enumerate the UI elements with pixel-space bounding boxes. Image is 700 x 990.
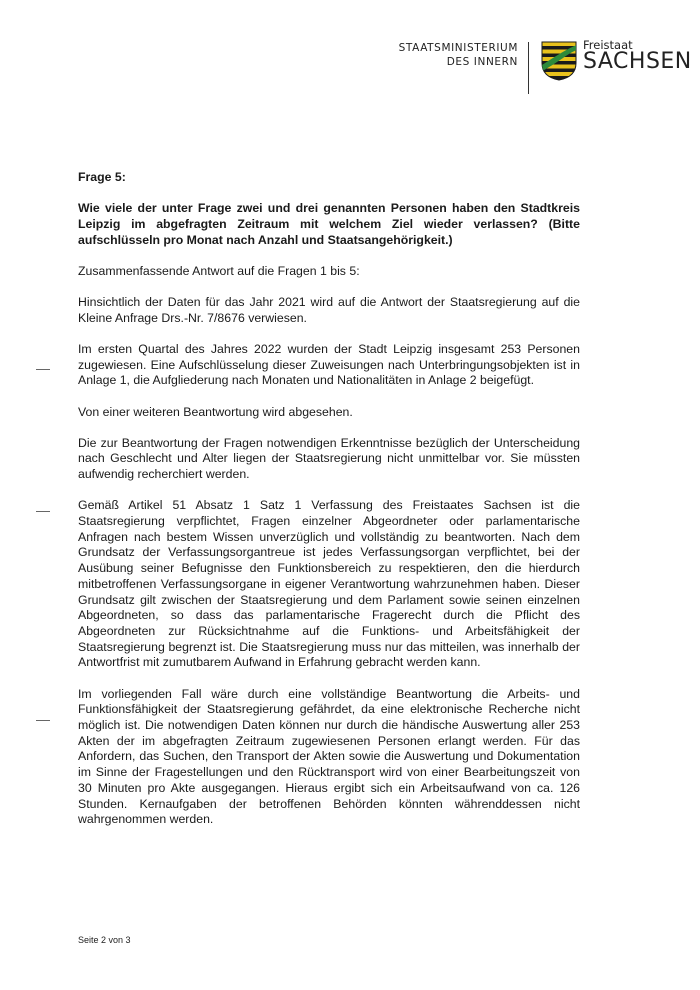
ministry-line-2: DES INNERN: [446, 56, 518, 68]
answer-paragraph: Die zur Beantwortung der Fragen notwendigen Erkenntnisse bezüglich der Unterscheidung nach Geschlecht und Alter liegen der Staatsregierung nicht unmittelbar vor. Sie müssten aufwendig recherchiert werden.: [78, 435, 580, 482]
answer-intro: Zusammenfassende Antwort auf die Fragen 1 bis 5:: [78, 263, 360, 278]
ministry-line-1: STAATSMINISTERIUM: [398, 42, 518, 54]
header-divider: [528, 42, 529, 94]
page-number: Seite 2 von 3: [78, 935, 131, 945]
margin-mark: [36, 369, 50, 370]
margin-mark: [36, 720, 50, 721]
margin-mark: [36, 511, 50, 512]
answer-paragraph: Gemäß Artikel 51 Absatz 1 Satz 1 Verfassung des Freistaates Sachsen ist die Staatsregierung verpflichtet, Fragen einzelner Abgeordneter oder parlamentarische Anfragen nach bestem Wissen unverzüglich und vollständig zu beantworten. Nach dem Grundsatz der Verfassungsorgantreue ist jedes Verfassungsorgan verpflichtet, bei der Ausübung seiner Befugnisse den Funktionsbereich zu respektieren, den die hierdurch mitbetroffenen Verfassungsorgane in eigener Verantwortung wahrzunehmen haben. Dieser Grundsatz gilt zwischen der Staatsregierung und dem Parlament sowie seinen einzelnen Abgeordneten, so dass das parlamentarische Fragerecht durch die Pflicht des Abgeordneten zur Rücksichtnahme auf die Funktions- und Arbeitsfähigkeit der Staatsregierung begrenzt ist. Die Staatsregierung muss nur das mitteilen, was innerhalb der Antwortfrist mit zumutbarem Aufwand in Erfahrung gebracht werden kann.: [78, 498, 580, 670]
answer-paragraph: Hinsichtlich der Daten für das Jahr 2021 wird auf die Antwort der Staatsregierung auf die Kleine Anfrage Drs.-Nr. 7/8676 verwiesen.: [78, 295, 580, 325]
question-text: Wie viele der unter Frage zwei und drei genannten Personen haben den Stadtkreis Leipzig im abgefragten Zeitraum mit welchem Ziel wieder verlassen? (Bitte aufschlüsseln pro Monat nach Anzahl und Staatsangehörigkeit.): [78, 201, 580, 247]
document-body: [78, 170, 580, 843]
answer-paragraph: Im ersten Quartal des Jahres 2022 wurden der Stadt Leipzig insgesamt 253 Personen zugewiesen. Eine Aufschlüsselung dieser Zuweisungen nach Unterbringungsobjekten ist in Anlage 1, die Aufgliederung nach Monaten und Nationalitäten in Anlage 2 beigefügt.: [78, 341, 580, 388]
state-name-large: SACHSEN: [583, 49, 692, 74]
answer-paragraph: Im vorliegenden Fall wäre durch eine vollständige Beantwortung die Arbeits- und Funktionsfähigkeit der Staatsregierung gefährdet, da eine elektronische Recherche nicht möglich ist. Die notwendigen Daten können nur durch die händische Auswertung aller 253 Akten der im abgefragten Zeitraum zugewiesenen Personen erlangt werden. Für das Anfordern, das Suchen, den Transport der Akten sowie die Auswertung und Dokumentation im Sinne der Fragestellungen und den Rücktransport wird von einer Bearbeitungszeit von 30 Minuten pro Akte ausgegangen. Hieraus ergibt sich ein Arbeitsaufwand von ca. 126 Stunden. Kernaufgaben der betroffenen Behörden könnten währenddessen nicht wahrgenommen werden.: [78, 686, 580, 827]
question-label: Frage 5:: [78, 170, 126, 184]
state-name-small: Freistaat: [583, 38, 633, 52]
saxony-coat-of-arms-icon: [541, 41, 577, 81]
answer-paragraph: Von einer weiteren Beantwortung wird abgesehen.: [78, 404, 353, 419]
ministry-name: [399, 41, 518, 69]
